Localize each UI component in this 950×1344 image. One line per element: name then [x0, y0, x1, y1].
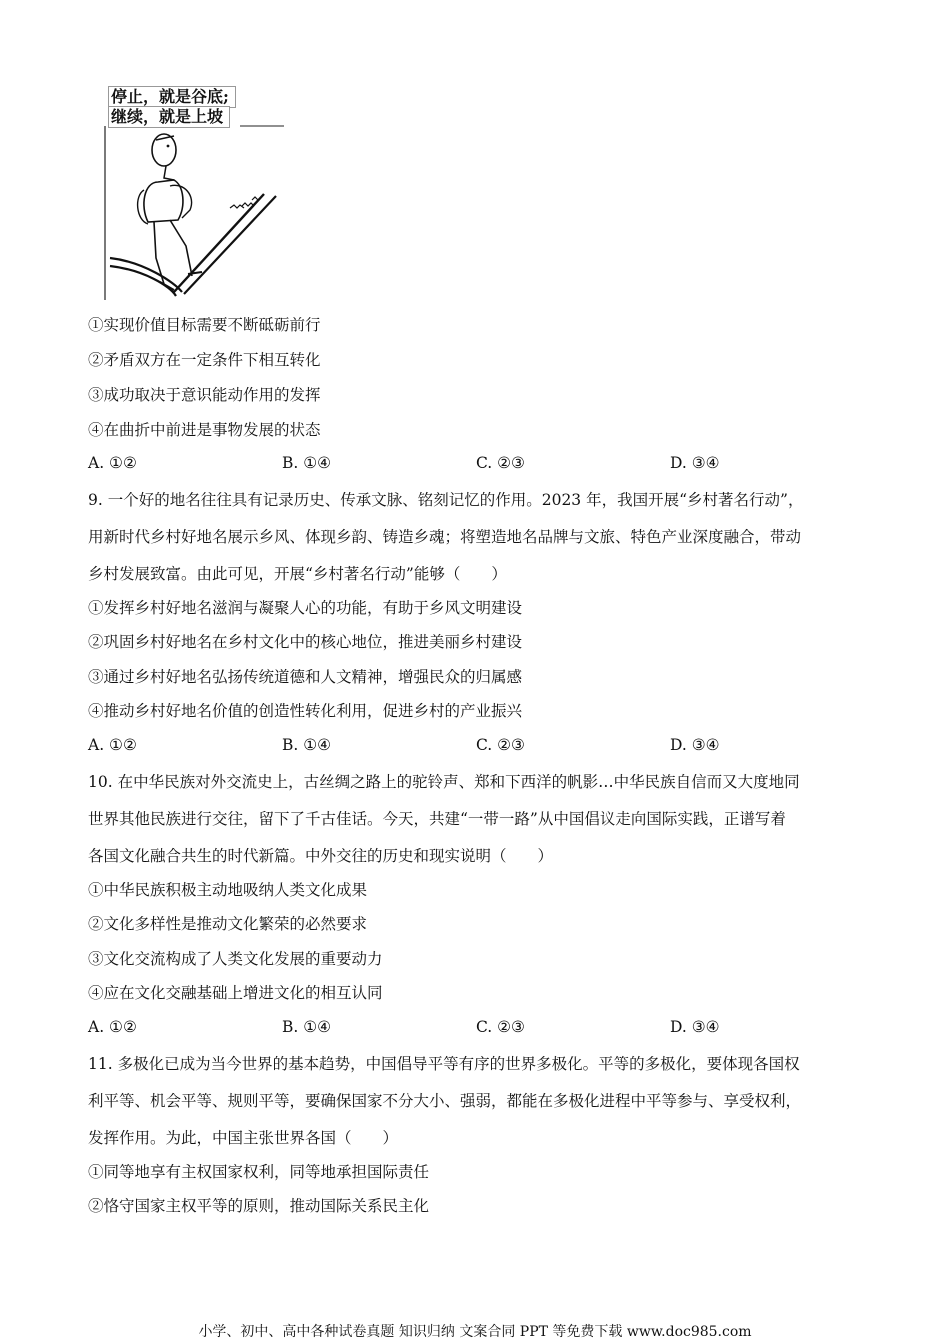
q11-stem-line3: 发挥作用。为此，中国主张世界各国（ ） — [88, 1129, 399, 1147]
q8-option-c[interactable]: C. ②③ — [476, 454, 525, 472]
q10-option-c[interactable]: C. ②③ — [476, 1018, 525, 1036]
q10-option-b[interactable]: B. ①④ — [282, 1018, 332, 1036]
q9-item-1: ①发挥乡村好地名滋润与凝聚人心的功能，有助于乡风文明建设 — [88, 599, 523, 617]
q9-item-3: ③通过乡村好地名弘扬传统道德和人文精神，增强民众的归属感 — [88, 668, 523, 686]
q10-item-2: ②文化多样性是推动文化繁荣的必然要求 — [88, 915, 368, 933]
q10-stem-line3: 各国文化融合共生的时代新篇。中外交往的历史和现实说明（ ） — [88, 847, 554, 865]
q11-stem-line2: 利平等、机会平等、规则平等，要确保国家不分大小、强弱，都能在多极化进程中平等参与、享受权利， — [88, 1092, 802, 1110]
q8-option-a[interactable]: A. ①② — [88, 454, 137, 472]
cartoon-caption-line2: 继续，就是上坡 — [108, 106, 230, 128]
q11-stem-line1: 11. 多极化已成为当今世界的基本趋势，中国倡导平等有序的世界多极化。平等的多极化，要体现各国权 — [88, 1055, 800, 1073]
q11-item-2: ②恪守国家主权平等的原则，推动国际关系民主化 — [88, 1197, 430, 1215]
q9-option-c[interactable]: C. ②③ — [476, 736, 525, 754]
q8-option-d[interactable]: D. ③④ — [670, 454, 720, 472]
q9-item-2: ②巩固乡村好地名在乡村文化中的核心地位，推进美丽乡村建设 — [88, 633, 523, 651]
q9-item-4: ④推动乡村好地名价值的创造性转化利用，促进乡村的产业振兴 — [88, 702, 523, 720]
cartoon-caption-line1: 停止，就是谷底; — [108, 86, 236, 108]
q9-option-d[interactable]: D. ③④ — [670, 736, 720, 754]
q10-item-3: ③文化交流构成了人类文化发展的重要动力 — [88, 950, 383, 968]
q10-item-1: ①中华民族积极主动地吸纳人类文化成果 — [88, 881, 368, 899]
q8-item-2: ②矛盾双方在一定条件下相互转化 — [88, 351, 321, 369]
q10-stem-line1: 10. 在中华民族对外交流史上，古丝绸之路上的驼铃声、郑和下西洋的帆影…中华民族自信而又大度地同 — [88, 773, 800, 791]
q10-item-4: ④应在文化交融基础上增进文化的相互认同 — [88, 984, 383, 1002]
q8-item-3: ③成功取决于意识能动作用的发挥 — [88, 386, 321, 404]
q10-option-a[interactable]: A. ①② — [88, 1018, 137, 1036]
page-footer: 小学、初中、高中各种试卷真题 知识归纳 文案合同 PPT 等免费下载 www.doc985.com — [198, 1324, 752, 1340]
q11-item-1: ①同等地享有主权国家权利，同等地承担国际责任 — [88, 1163, 430, 1181]
q9-option-a[interactable]: A. ①② — [88, 736, 137, 754]
q8-item-1: ①实现价值目标需要不断砥砺前行 — [88, 316, 321, 334]
q9-stem-line2: 用新时代乡村好地名展示乡风、体现乡韵、铸造乡魂；将塑造地名品牌与文旅、特色产业深度融合，带动 — [88, 528, 802, 546]
q8-option-b[interactable]: B. ①④ — [282, 454, 332, 472]
q9-option-b[interactable]: B. ①④ — [282, 736, 332, 754]
q10-stem-line2: 世界其他民族进行交往，留下了千古佳话。今天，共建“一带一路”从中国倡议走向国际实践，正谱写着 — [88, 810, 786, 828]
q9-stem-line3: 乡村发展致富。由此可见，开展“乡村著名行动”能够（ ） — [88, 565, 507, 583]
q9-stem-line1: 9. 一个好的地名往往具有记录历史、传承文脉、铭刻记忆的作用。2023 年，我国开展“乡村著名行动”， — [88, 491, 804, 509]
q10-option-d[interactable]: D. ③④ — [670, 1018, 720, 1036]
q8-item-4: ④在曲折中前进是事物发展的状态 — [88, 421, 321, 439]
